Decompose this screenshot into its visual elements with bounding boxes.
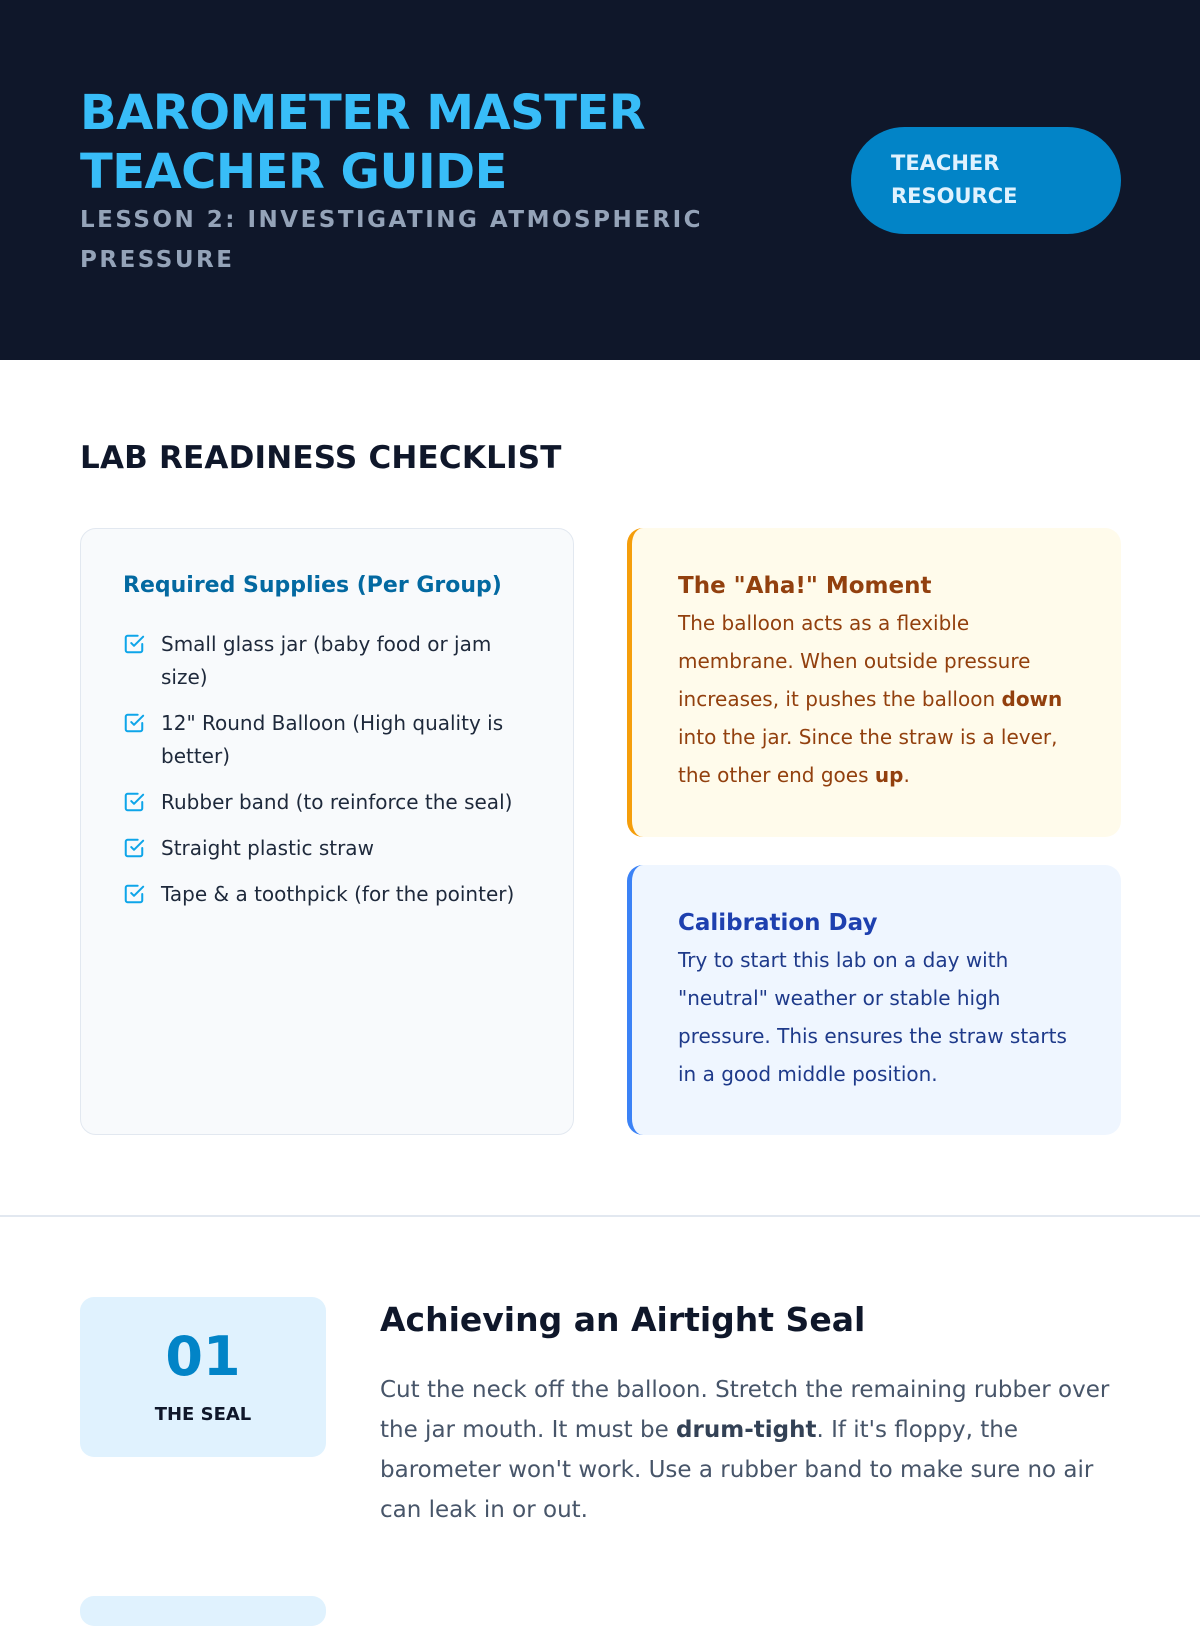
supply-item [123,786,533,819]
supply-list [123,628,533,911]
aha-moment-text [678,604,1081,794]
checkbox-checked-icon [123,837,145,859]
teacher-resource-badge: TEACHER RESOURCE [851,127,1121,234]
step-number: 01 [165,1325,241,1388]
supply-item-label: 12" Round Balloon (High quality is better) [161,711,504,768]
supply-item-label: Tape & a toothpick (for the pointer) [161,882,515,906]
supplies-title: Required Supplies (Per Group) [123,573,502,598]
section-divider [0,1215,1200,1217]
next-step-box [80,1596,326,1626]
step-text-part: . If it's floppy, the barometer won't work. Use a rubber band to make sure no air can leak in or out. [380,1417,1094,1523]
lesson-subtitle: LESSON 2: INVESTIGATING ATMOSPHERIC PRESSURE [80,207,704,273]
checklist-section-title: LAB READINESS CHECKLIST [80,440,562,476]
supply-item [123,707,533,773]
supply-item-label: Straight plastic straw [161,836,374,860]
supply-item [123,628,533,694]
checkbox-checked-icon [123,712,145,734]
page-title: BAROMETER MASTER TEACHER GUIDE [80,85,646,200]
aha-text-part: into the jar. Since the straw is a lever, the other end goes [678,725,1058,787]
aha-text-part: The balloon acts as a flexible membrane. When outside pressure increases, it pushes the balloon [678,611,1031,711]
supply-item [123,878,533,911]
step-number-box [80,1297,326,1457]
checkbox-checked-icon [123,791,145,813]
aha-text-part: . [903,763,910,787]
checkbox-checked-icon [123,883,145,905]
aha-moment-title: The "Aha!" Moment [678,573,932,599]
supply-item-label: Rubber band (to reinforce the seal) [161,790,513,814]
aha-emphasis-down: down [1001,687,1063,711]
aha-emphasis-up: up [874,763,904,787]
calibration-callout [627,865,1121,1135]
supply-item [123,832,533,865]
page-header [0,0,1200,360]
calibration-title: Calibration Day [678,910,878,936]
step-emphasis: drum-tight [676,1417,817,1443]
supplies-card [80,528,574,1135]
checkbox-checked-icon [123,633,145,655]
step-title: Achieving an Airtight Seal [380,1300,866,1339]
aha-moment-callout [627,528,1121,837]
step-text [380,1370,1120,1530]
step-label: THE SEAL [154,1404,252,1425]
calibration-text: Try to start this lab on a day with "neutral" weather or stable high pressure. This ensures the straw starts in a good middle position. [678,948,1067,1086]
step-text-part: Cut the neck off the balloon. Stretch the remaining rubber over the jar mouth. It must be [380,1377,1110,1443]
supply-item-label: Small glass jar (baby food or jam size) [161,632,492,689]
